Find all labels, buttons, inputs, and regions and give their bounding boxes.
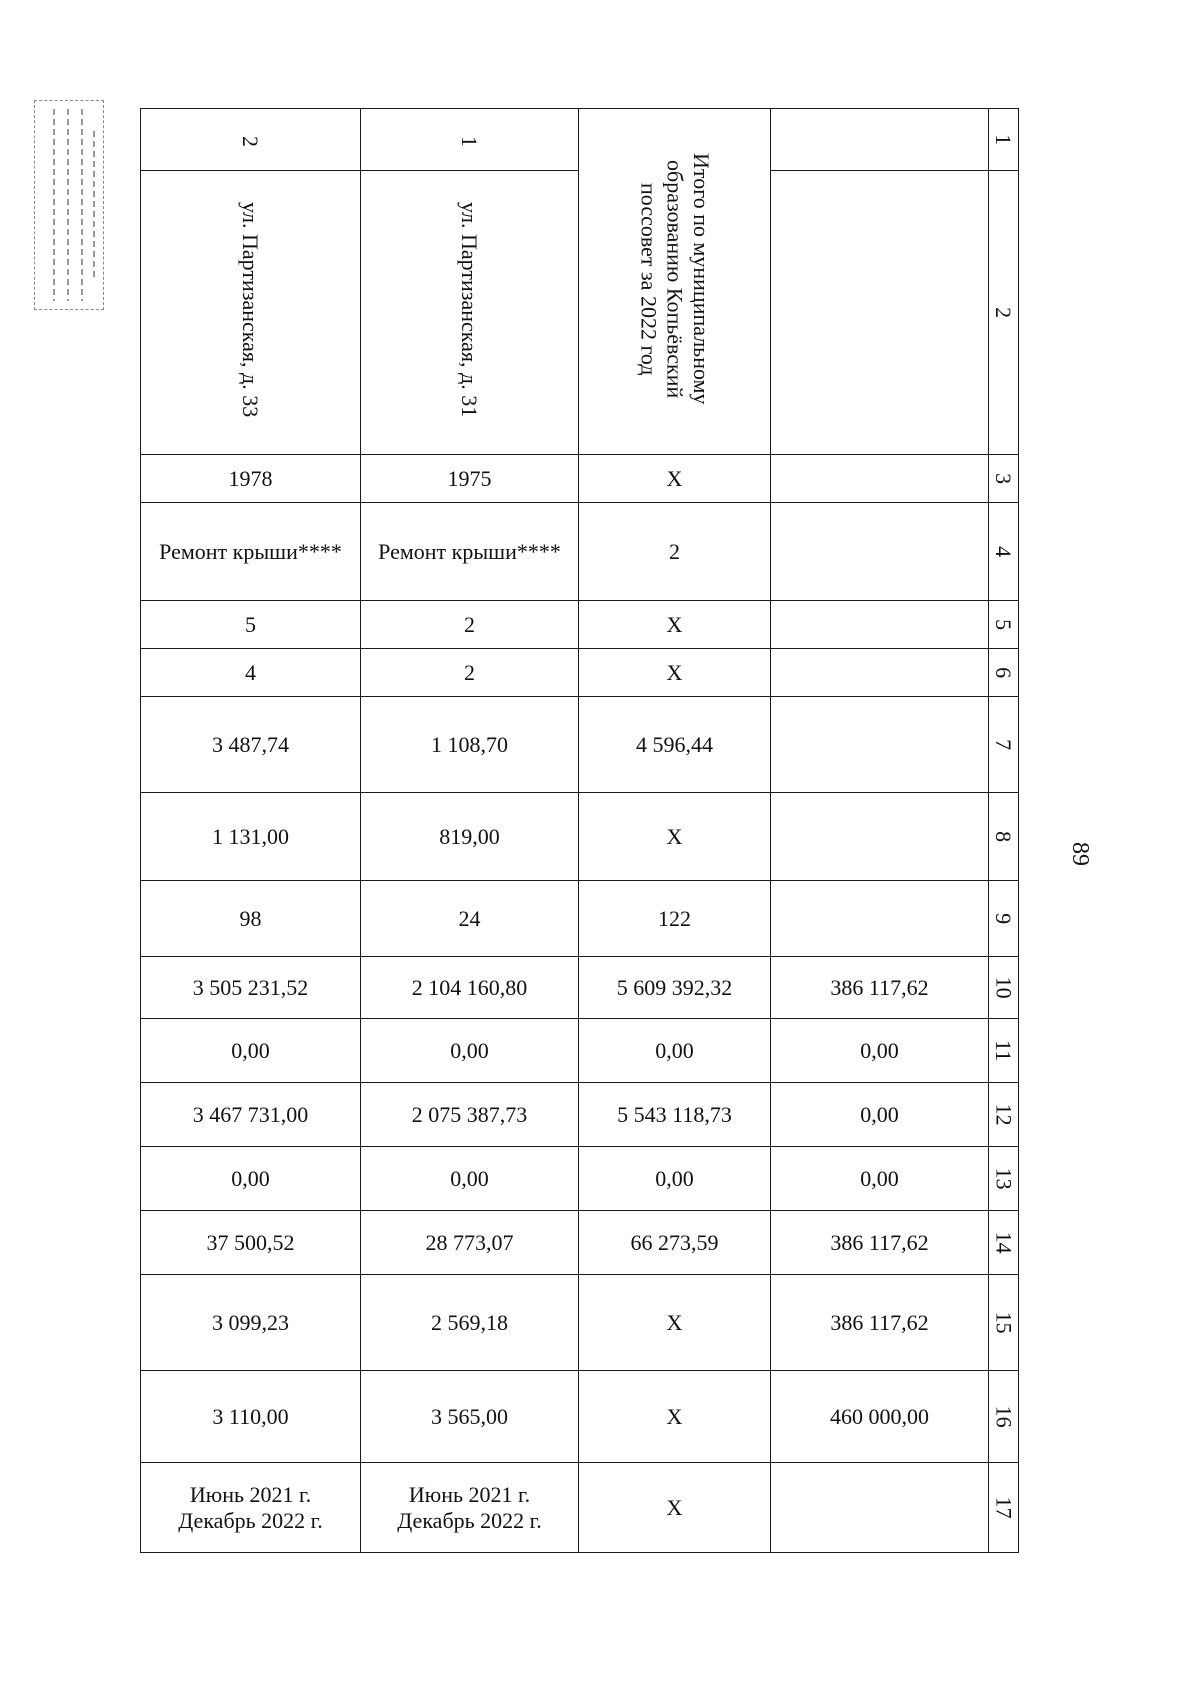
table-row	[141, 1019, 1019, 1083]
cell-row1-col7: 1 108,70	[361, 697, 579, 793]
cell-total-col12: 5 543 118,73	[579, 1083, 771, 1147]
column-number: 16	[989, 1371, 1019, 1463]
cell-row2-col6: 4	[141, 649, 361, 697]
cell-empty-col13: 0,00	[771, 1147, 989, 1211]
cell-row1-col6: 2	[361, 649, 579, 697]
table-row	[141, 1147, 1019, 1211]
cell-total-col16: X	[579, 1371, 771, 1463]
column-number: 13	[989, 1147, 1019, 1211]
cell-empty-col11: 0,00	[771, 1019, 989, 1083]
column-number: 3	[989, 455, 1019, 503]
cell-row2-col14: 37 500,52	[141, 1211, 361, 1275]
table-row	[141, 697, 1019, 793]
column-number: 10	[989, 957, 1019, 1019]
column-number: 8	[989, 793, 1019, 881]
cell-row2-col9: 98	[141, 881, 361, 957]
column-number: 1	[989, 109, 1019, 171]
stamp-text-line	[53, 109, 55, 301]
stamp-text-line	[67, 109, 69, 301]
cell-row2-col2: ул. Партизанская, д. 33	[141, 171, 361, 455]
cell-row1-col3: 1975	[361, 455, 579, 503]
column-number: 5	[989, 601, 1019, 649]
table-row	[141, 1211, 1019, 1275]
cell-empty-col16: 460 000,00	[771, 1371, 989, 1463]
cell-row1-col4: Ремонт крыши****	[361, 503, 579, 601]
cell-total-col7: 4 596,44	[579, 697, 771, 793]
cell-total-col5: X	[579, 601, 771, 649]
cell-empty-col12: 0,00	[771, 1083, 989, 1147]
cell-empty-col2	[771, 171, 989, 455]
column-number: 15	[989, 1275, 1019, 1371]
column-number: 12	[989, 1083, 1019, 1147]
cell-row1-col9: 24	[361, 881, 579, 957]
cell-total-col6: X	[579, 649, 771, 697]
cell-empty-col4	[771, 503, 989, 601]
cell-total-col8: X	[579, 793, 771, 881]
cell-row1-col11: 0,00	[361, 1019, 579, 1083]
cell-empty-col1	[771, 109, 989, 171]
cell-row1-col15: 2 569,18	[361, 1275, 579, 1371]
table-row	[141, 503, 1019, 601]
cell-total-col10: 5 609 392,32	[579, 957, 771, 1019]
stamp-text-line	[93, 131, 95, 279]
cell-row1-col10: 2 104 160,80	[361, 957, 579, 1019]
cell-row2-col8: 1 131,00	[141, 793, 361, 881]
cell-empty-col6	[771, 649, 989, 697]
column-number: 9	[989, 881, 1019, 957]
cell-empty-col17	[771, 1463, 989, 1553]
cell-row2-col7: 3 487,74	[141, 697, 361, 793]
cell-empty-col9	[771, 881, 989, 957]
cell-row2-col13: 0,00	[141, 1147, 361, 1211]
table-row	[141, 1371, 1019, 1463]
cell-total-label: Итого по муниципальному образованию Копьёвский поссовет за 2022 год	[579, 109, 771, 455]
cell-total-col3: X	[579, 455, 771, 503]
stamp	[34, 100, 104, 310]
column-number: 6	[989, 649, 1019, 697]
table-row	[141, 1463, 1019, 1553]
cell-total-col17: X	[579, 1463, 771, 1553]
page-number: 89	[1067, 842, 1093, 866]
cell-total-col4: 2	[579, 503, 771, 601]
cell-total-col14: 66 273,59	[579, 1211, 771, 1275]
cell-row1-col12: 2 075 387,73	[361, 1083, 579, 1147]
cell-row1-col5: 2	[361, 601, 579, 649]
cell-total-col13: 0,00	[579, 1147, 771, 1211]
table-row	[141, 455, 1019, 503]
table-row	[141, 793, 1019, 881]
cell-row2-col17: Июнь 2021 г. Декабрь 2022 г.	[141, 1463, 361, 1553]
table-row	[141, 649, 1019, 697]
cell-total-col9: 122	[579, 881, 771, 957]
cell-row2-col1: 2	[141, 109, 361, 171]
cell-total-col15: X	[579, 1275, 771, 1371]
table-row	[141, 109, 1019, 171]
table-row	[141, 1275, 1019, 1371]
table-row	[141, 881, 1019, 957]
cell-row1-col2: ул. Партизанская, д. 31	[361, 171, 579, 455]
cell-row2-col16: 3 110,00	[141, 1371, 361, 1463]
cell-empty-col8	[771, 793, 989, 881]
cell-empty-col3	[771, 455, 989, 503]
table-row	[141, 957, 1019, 1019]
table-row	[141, 1083, 1019, 1147]
column-number: 14	[989, 1211, 1019, 1275]
cell-row2-col12: 3 467 731,00	[141, 1083, 361, 1147]
column-number: 11	[989, 1019, 1019, 1083]
cell-row1-col16: 3 565,00	[361, 1371, 579, 1463]
cell-row1-col14: 28 773,07	[361, 1211, 579, 1275]
cell-row1-col1: 1	[361, 109, 579, 171]
column-number: 7	[989, 697, 1019, 793]
cell-row2-col4: Ремонт крыши****	[141, 503, 361, 601]
cell-empty-col10: 386 117,62	[771, 957, 989, 1019]
cell-row1-col8: 819,00	[361, 793, 579, 881]
cell-row2-col10: 3 505 231,52	[141, 957, 361, 1019]
cell-total-col11: 0,00	[579, 1019, 771, 1083]
cell-row1-col17: Июнь 2021 г. Декабрь 2022 г.	[361, 1463, 579, 1553]
table-row	[141, 601, 1019, 649]
cell-empty-col5	[771, 601, 989, 649]
cell-row2-col15: 3 099,23	[141, 1275, 361, 1371]
cell-row2-col11: 0,00	[141, 1019, 361, 1083]
repair-table	[140, 108, 1019, 1553]
cell-empty-col14: 386 117,62	[771, 1211, 989, 1275]
cell-row1-col13: 0,00	[361, 1147, 579, 1211]
cell-row2-col3: 1978	[141, 455, 361, 503]
column-number: 4	[989, 503, 1019, 601]
column-number: 2	[989, 171, 1019, 455]
cell-empty-col15: 386 117,62	[771, 1275, 989, 1371]
cell-row2-col5: 5	[141, 601, 361, 649]
cell-empty-col7	[771, 697, 989, 793]
stamp-text-line	[81, 109, 83, 301]
column-number: 17	[989, 1463, 1019, 1553]
